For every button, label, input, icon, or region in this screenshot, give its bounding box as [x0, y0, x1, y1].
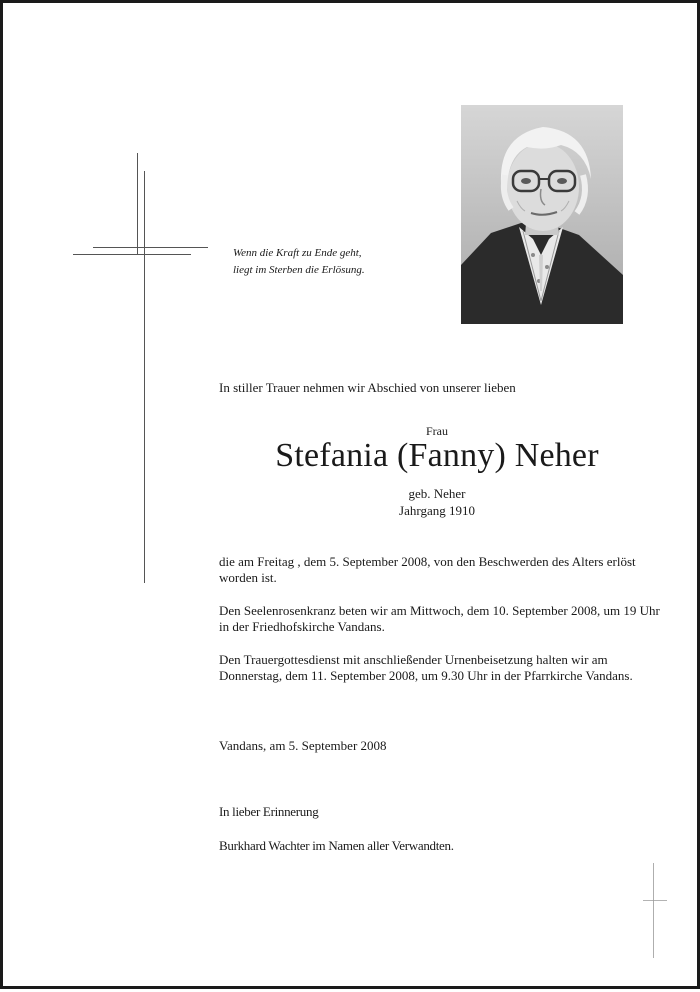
salutation: Frau	[426, 424, 448, 438]
portrait-photo	[461, 105, 623, 324]
rosary-paragraph: Den Seelenrosenkranz beten wir am Mittwoch, dem 10. September 2008, um 19 Uhr in der Friedhofskirche Vandans.	[219, 603, 660, 634]
deceased-name: Stefania (Fanny) Neher	[275, 437, 599, 474]
birth-name: geb. Neher	[408, 486, 466, 501]
death-notice-paragraph: die am Freitag , dem 5. September 2008, von den Beschwerden des Alters erlöst worden ist.	[219, 554, 636, 585]
intro-line: In stiller Trauer nehmen wir Abschied von unserer lieben	[219, 380, 516, 395]
quote-line-1: Wenn die Kraft zu Ende geht,	[233, 247, 362, 259]
funeral-mass-paragraph: Den Trauergottesdienst mit anschließender Urnenbeisetzung halten wir am Donnerstag, dem 11. September 2008, um 9.30 Uhr in der Pfarrkirche Vandans.	[219, 652, 633, 683]
portrait-image	[461, 105, 623, 324]
closing-remembrance: In lieber Erinnerung	[219, 804, 319, 819]
year-of-birth: Jahrgang 1910	[399, 503, 475, 518]
quote-line-2: liegt im Sterben die Erlösung.	[233, 264, 365, 276]
small-cross-icon	[641, 858, 681, 963]
printer-imprint	[641, 858, 681, 963]
place-and-date: Vandans, am 5. September 2008	[219, 738, 387, 753]
memorial-quote	[233, 245, 453, 279]
closing-signature: Burkhard Wachter im Namen aller Verwandten.	[219, 838, 454, 853]
